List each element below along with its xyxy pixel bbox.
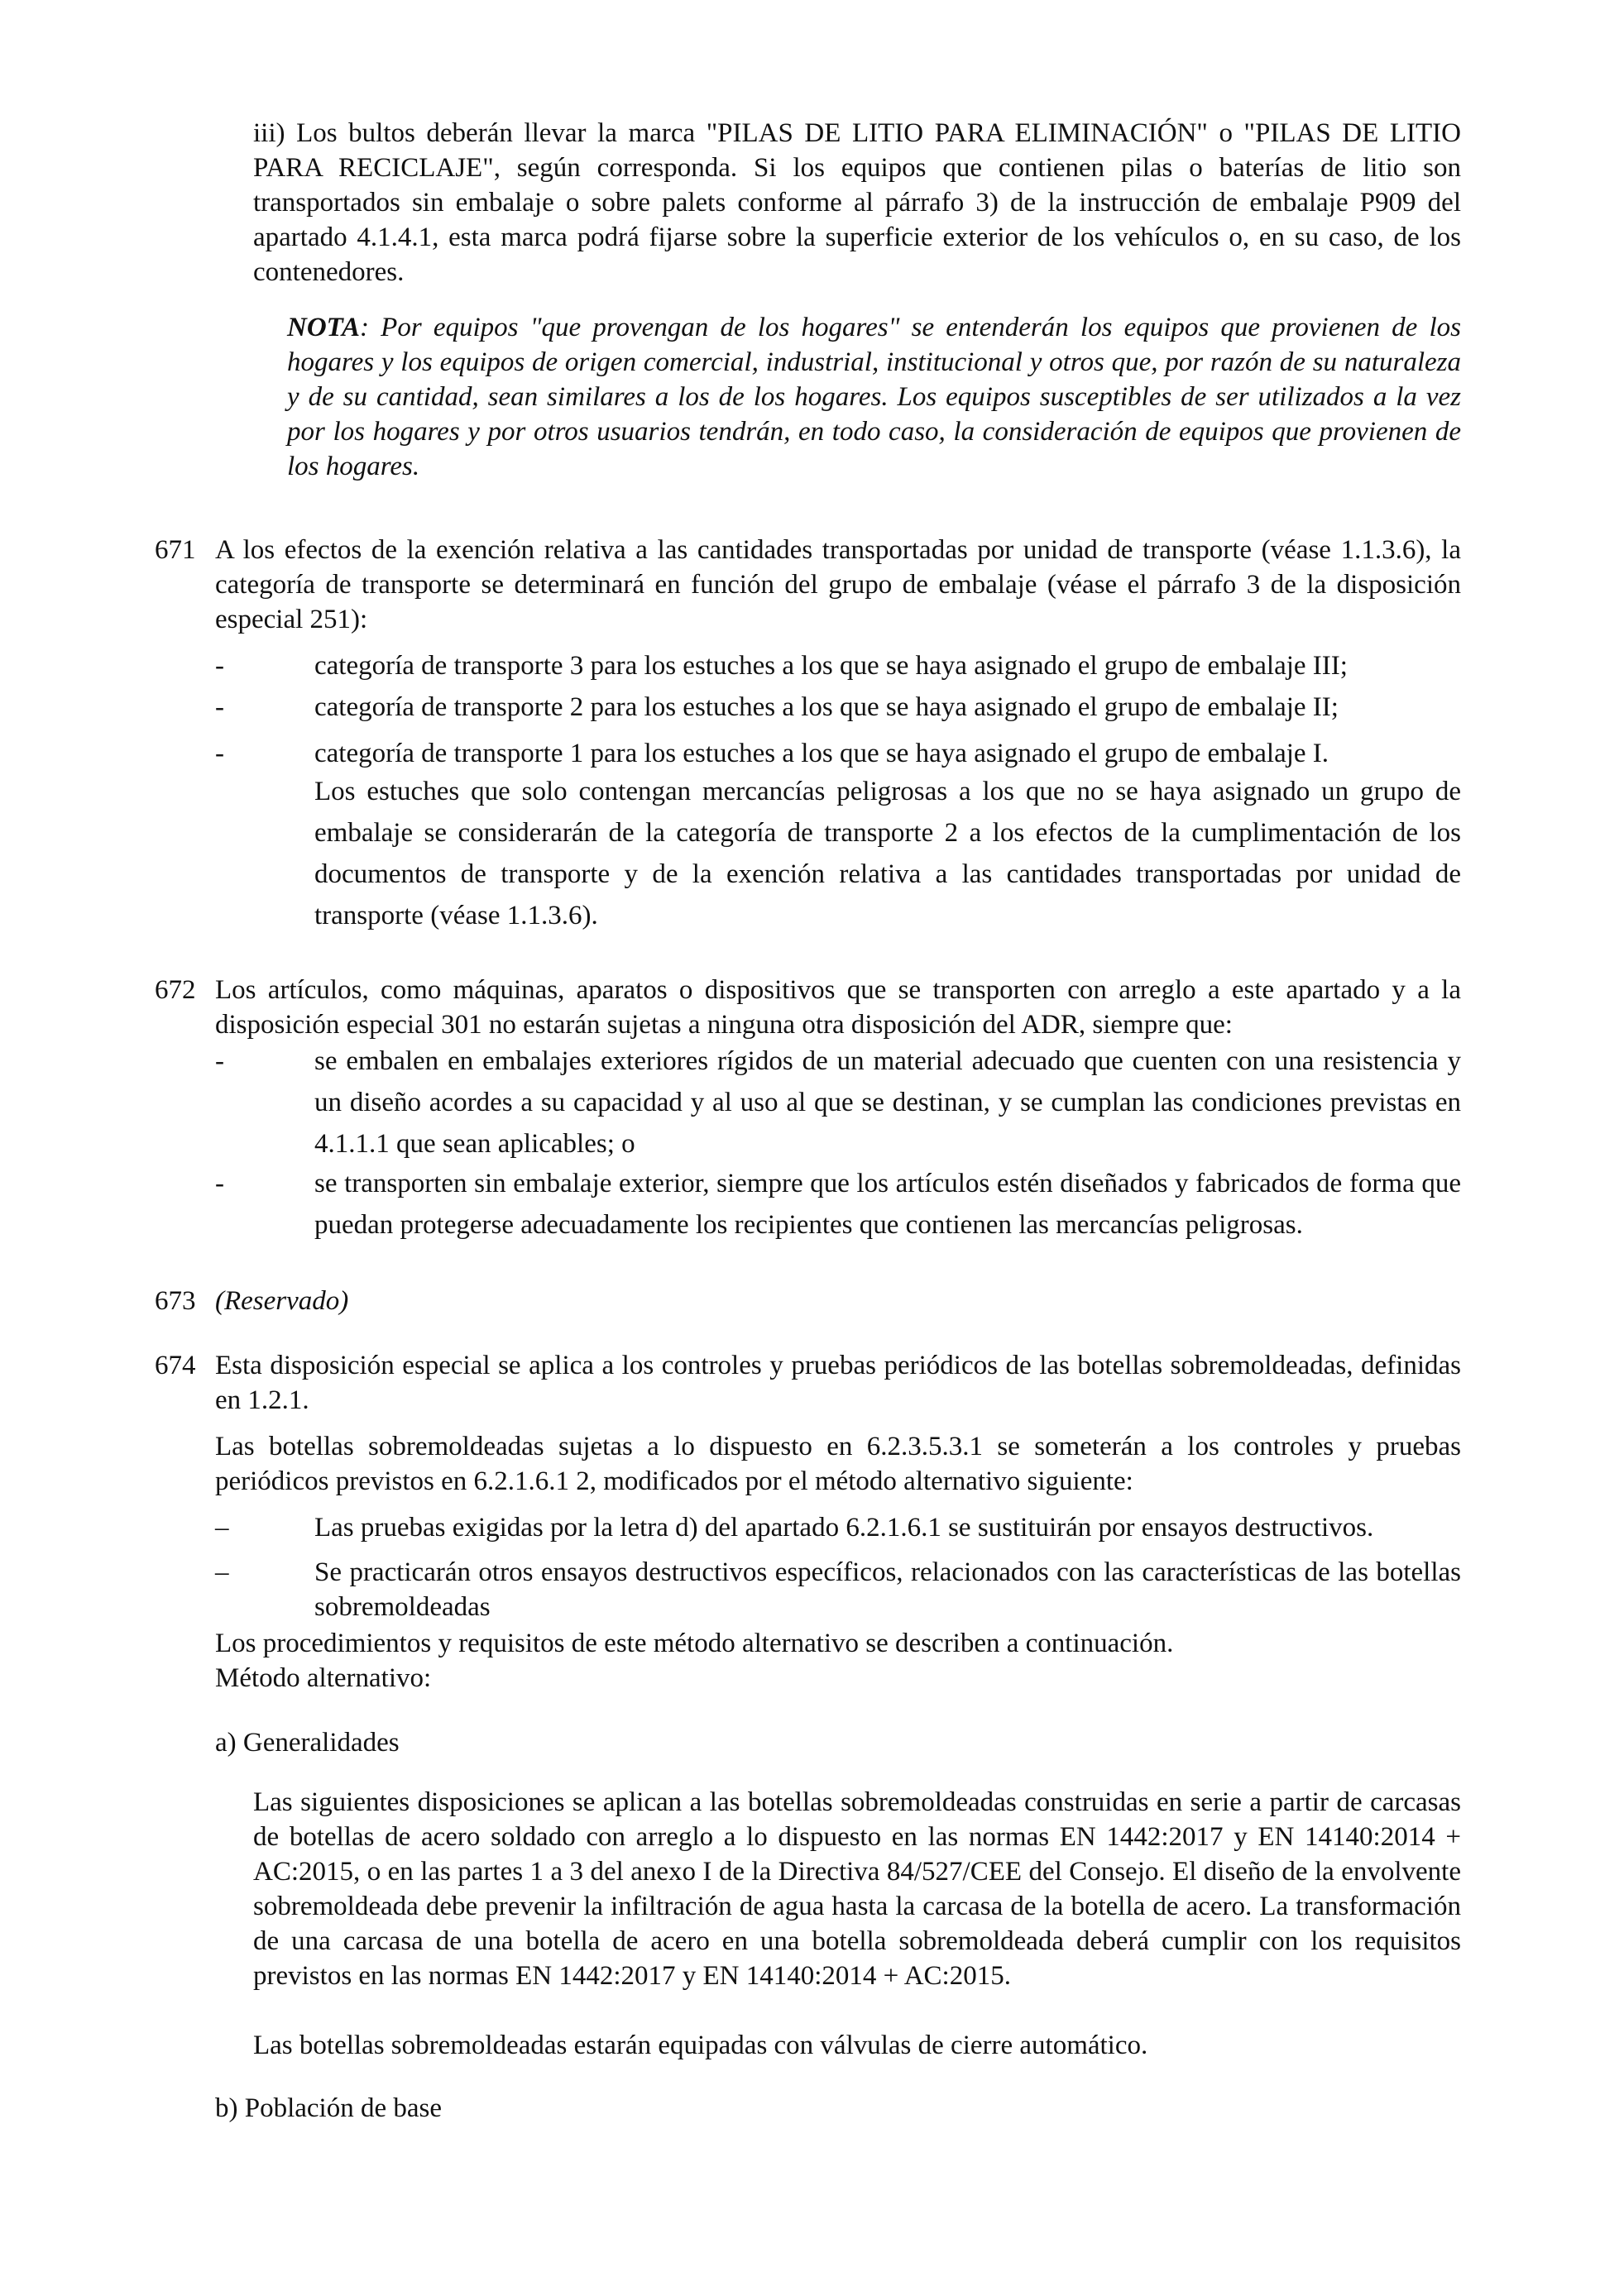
section-b-heading: b) Población de base <box>215 2093 443 2123</box>
provision-number-674: 674 <box>155 1351 196 1380</box>
provision-672-bullet-1: se embalen en embalajes exteriores rígidos de un material adecuado que cuenten con una resistencia y un diseño acordes a su capacidad y al uso al que se destinan, y se cumplan las condiciones previstas en 4.1.1.1 que sean aplicables; o <box>314 1046 1461 1159</box>
provision-671-bullet-3: categoría de transporte 1 para los estuches a los que se haya asignado el grupo de embalaje I. <box>314 739 1329 768</box>
bullet-dash: - <box>215 739 224 768</box>
provision-671-bullet-1: categoría de transporte 3 para los estuches a los que se haya asignado el grupo de embalaje III; <box>314 651 1348 681</box>
bullet-dash: - <box>215 692 224 722</box>
provision-671-intro: A los efectos de la exención relativa a las cantidades transportadas por unidad de transporte (véase 1.1.3.6), la categoría de transporte se determinará en función del grupo de embalaje (véase el párrafo 3 de la disposición especial 251): <box>215 535 1461 634</box>
provision-674-para2: Las botellas sobremoldeadas sujetas a lo dispuesto en 6.2.3.5.3.1 se someterán a los controles y pruebas periódicos previstos en 6.2.1.6.1 2, modificados por el método alternativo siguiente: <box>215 1432 1461 1496</box>
bullet-dash: - <box>215 1169 224 1198</box>
provision-number-673: 673 <box>155 1286 196 1316</box>
provision-number-672: 672 <box>155 975 196 1005</box>
provision-number-671: 671 <box>155 535 196 565</box>
provision-674-bullet-1: Las pruebas exigidas por la letra d) del apartado 6.2.1.6.1 se sustituirán por ensayos destructivos. <box>314 1513 1374 1543</box>
provision-673-reserved: (Reservado) <box>215 1286 349 1316</box>
provision-671-bullet-2: categoría de transporte 2 para los estuches a los que se haya asignado el grupo de embalaje II; <box>314 692 1339 722</box>
provision-674-intro: Esta disposición especial se aplica a los controles y pruebas periódicos de las botellas sobremoldeadas, definidas en 1.2.1. <box>215 1351 1461 1415</box>
bullet-dash: - <box>215 1046 224 1076</box>
provision-671-note: Los estuches que solo contengan mercancías peligrosas a los que no se haya asignado un grupo de embalaje se considerarán de la categoría de transporte 2 a los efectos de la cumplimentación de los documentos de transporte y de la exención relativa a las cantidades transportadas por unidad de transporte (véase 1.1.3.6). <box>314 777 1461 930</box>
section-a-heading: a) Generalidades <box>215 1728 400 1758</box>
section-a-para2: Las botellas sobremoldeadas estarán equipadas con válvulas de cierre automático. <box>253 2031 1148 2060</box>
note-paragraph <box>287 310 1461 484</box>
provision-672-bullet-2: se transporten sin embalaje exterior, siempre que los artículos estén diseñados y fabricados de forma que puedan protegerse adecuadamente los recipientes que contienen las mercancías peligrosas. <box>314 1169 1461 1240</box>
provision-674-procedures: Los procedimientos y requisitos de este método alternativo se describen a continuación. <box>215 1629 1174 1658</box>
note-label: NOTA <box>287 313 361 342</box>
provision-674-method: Método alternativo: <box>215 1663 432 1693</box>
provision-672-intro: Los artículos, como máquinas, aparatos o dispositivos que se transporten con arreglo a este apartado y a la disposición especial 301 no estarán sujetas a ninguna otra disposición del ADR, siempre que: <box>215 975 1461 1040</box>
section-a-para1: Las siguientes disposiciones se aplican a las botellas sobremoldeadas construidas en serie a partir de carcasas de botellas de acero soldado con arreglo a lo dispuesto en las normas EN 1442:2017 y EN 14140:2014 + AC:2015, o en las partes 1 a 3 del anexo I de la Directiva 84/527/CEE del Consejo. El diseño de la envolvente sobremoldeada debe prevenir la infiltración de agua hasta la carcasa de la botella de acero. La transformación de una carcasa de una botella de acero en una botella sobremoldeada deberá cumplir con los requisitos previstos en las normas EN 1442:2017 y EN 14140:2014 + AC:2015. <box>253 1787 1461 1991</box>
bullet-dash: - <box>215 651 224 681</box>
provision-674-bullet-2: Se practicarán otros ensayos destructivos específicos, relacionados con las características de las botellas sobremoldeadas <box>314 1557 1461 1622</box>
paragraph-iii: iii) Los bultos deberán llevar la marca "PILAS DE LITIO PARA ELIMINACIÓN" o "PILAS DE LITIO PARA RECICLAJE", según corresponda. Si los equipos que contienen pilas o baterías de litio son transportados sin embalaje o sobre palets conforme al párrafo 3) de la instrucción de embalaje P909 del apartado 4.1.4.1, esta marca podrá fijarse sobre la superficie exterior de los vehículos o, en su caso, de los contenedores. <box>253 118 1461 287</box>
bullet-dash: – <box>215 1513 229 1543</box>
bullet-dash: – <box>215 1557 229 1587</box>
note-text: : Por equipos "que provengan de los hogares" se entenderán los equipos que provienen de los hogares y los equipos de origen comercial, industrial, institucional y otros que, por razón de su naturaleza y de su cantidad, sean similares a los de los hogares. Los equipos susceptibles de ser utilizados a la vez por los hogares y por otros usuarios tendrán, en todo caso, la consideración de equipos que provienen de los hogares. <box>287 313 1461 481</box>
